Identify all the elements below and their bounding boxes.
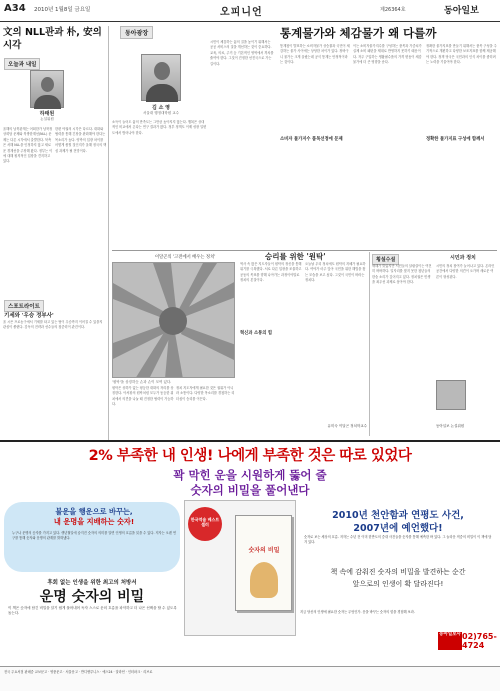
publisher-logo: 동아일보사 (438, 632, 462, 650)
lower-article-body-4: 오늘날 우리 정치에도 원탁의 지혜가 필요하다. 여야가 마주 앉아 국민을 위한 해법을 찾는 모습을 보고 싶다. 그것이 국민이 바라는 정치다. (305, 262, 366, 283)
citizens-author-photo (436, 380, 466, 410)
shoulders-shape (34, 95, 61, 109)
ad-right-small-text: 지금 당신의 인생에 필요한 숫자는 무엇인가. 운을 바꾸는 숫자의 힘을 경험해 보라. (300, 610, 415, 614)
ad-book-title-large: 운명 숫자의 비밀 (39, 589, 145, 605)
ad-right-tagline-1: 책 속에 감춰진 숫자의 비밀을 발견하는 순간 (330, 568, 466, 576)
middle-article-body: 소득이 늘어도 삶의 만족도는 그만큼 높아지지 않는다. 행복은 상대적인 비교에서 온다는 연구 결과가 많다. 정부 정책도 이제 성장 일변도에서 벗어나야 한다. (112, 120, 207, 135)
book-cover-figure (250, 562, 278, 598)
lower-article-byline: 유미숙 이달곤 정치학교수 (327, 424, 367, 428)
hands-photo (112, 262, 235, 378)
hands-illustration (113, 263, 235, 378)
middle-author-photo (141, 54, 181, 101)
head-shape (41, 77, 54, 92)
middle-author-title: 서울대 행정대학원 교수 (142, 111, 180, 115)
ad-footer-text: 전국 주요서점 판매중 교보문고 · 영풍문고 · 서울문고 · 반디앤루니스 · 예스24 · 알라딘 · 인터파크 · 리브로 (4, 670, 153, 674)
sports-body: 올 시즌 프로농구에서 기세를 타고 있는 팀이 우승까지 이어질 수 있을지 관심이 쏠린다. 감독의 전략과 선수들의 집중력이 관건이다. (3, 320, 103, 330)
ad-left-small-text: 이 책은 숫자에 담긴 비밀을 알기 쉽게 풀어내어 독자 스스로 운의 흐름을 파악하고 더 나은 선택을 할 수 있도록 돕는다. (8, 606, 177, 615)
column-label-today-tomorrow: 오늘과 내일 (4, 58, 40, 70)
newspaper-name: 동아일보 (444, 6, 479, 16)
citizens-byline: 동아일보 논설위원 (436, 424, 465, 428)
right-article-headline: 통계물가와 체감물가 왜 다를까 (280, 26, 437, 40)
ad-left-heading-2: 내 운명을 지배하는 숫자! (53, 517, 135, 526)
left-author-photo (30, 70, 64, 108)
right-article-subhead: 소비자 물가지수 품목선정에 문제 (280, 136, 350, 142)
page-number: A34 (4, 3, 26, 14)
left-article-body: 올해의 남북관계는 어떠한가 남북정상회담 문제와 북방한계선(NLL) 문제는 다른 시각에서 출발한다. 북측은 서해 NLL을 인정하지 않고 새로운 경계선을 주장해 왔다. 정부는 이에 대해 원칙적인 입장을 견지하고 있다. (3, 127, 53, 164)
head-shape (154, 62, 170, 80)
ad-slogan-line-1: 꽉 막힌 운을 시원하게 뚫어 줄 (173, 468, 327, 482)
issue-number: 제26364호 (380, 7, 406, 13)
lower-article-headline: 승리를 위한 '원탁' (265, 252, 326, 261)
middle-author-name: 김 소 영 (152, 105, 170, 111)
book-cover-title: 숫자의 비밀 (248, 547, 280, 554)
bestseller-seal-text: 한국역술 베스트셀러 (190, 517, 220, 527)
lower-article-body-2: 정치 지도자에게 필요한 것은 권위가 아니라 소통이다. 다양한 목소리를 경청하는 리더십이 승리를 이끈다. (176, 386, 235, 401)
ad-right-heading-1: 2010년 천안함과 연평도 사건, (332, 510, 464, 521)
left-author-name: 하태원 (39, 111, 55, 117)
photo-caption: '원탁'을 상징하듯 손과 손이 모여 있다. (112, 380, 172, 384)
column-label-essay: 횡설수설 (372, 254, 399, 265)
left-author-title: 논설위원 (40, 117, 54, 121)
left-column-headline: 文의 NLL관과 朴, 安의 시각 (3, 27, 102, 51)
right-article-body-end: 정확한 물가지표를 만들기 위해서는 품목 구성을 주기적으로 개편하고 다양한 보조지표를 함께 제공해야 한다. 정책 당국은 국민과의 인식 차이를 좁히려는 노력을 기울여야 한다. (426, 44, 497, 65)
lower-article-subhead: 혁신과 소통의 힘 (240, 330, 302, 336)
ad-right-body: 숫자로 보는 세상의 흐름. 저자는 수년 전 이미 한반도의 중대 사건들을 숫자를 통해 예측한 바 있다. 그 놀라운 적중의 비밀이 이 책에 담겨 있다. (304, 535, 492, 544)
publisher-phone: 02)765-4724 (462, 632, 497, 650)
publication-date: 2010년 1월8일 금요일 (34, 7, 91, 13)
ad-headline: 2% 부족한 내 인생! 나에게 부족한 것은 따로 있었다 (88, 448, 412, 464)
right-article-subhead-2: 정확한 물가지표 구성에 함께서 (426, 136, 497, 142)
column-divider (369, 252, 370, 436)
right-article-body-cont: 이는 소비자물가지수를 구성하는 품목과 가중치가 실제 소비 패턴을 제대로 반영하지 못하기 때문이다. 자주 구입하는 생활필수품의 가격 변동이 체감물가에 더 큰 영향을 준다. (353, 44, 422, 65)
ad-left-subtitle: 후회 없는 인생을 위한 최고의 처방서 (47, 580, 137, 586)
column-label-citizens: 시민과 정치 (450, 255, 476, 261)
ad-left-heading-1: 불운을 행운으로 바꾸는, (55, 507, 133, 516)
left-article-body-cont: 한편 야권의 시각은 다르다. 대화와 협력을 통해 긴장을 완화해야 한다는 목소리가 높다. 양측의 입장 차이를 어떻게 좁힐 것인지가 올해 정국의 핵심 과제가 될 전망이다. (55, 127, 107, 153)
lower-article-series-label: 이달곤의 '고전에서 배우는 정치' (155, 255, 216, 260)
lower-article-body-3: 역사 속 많은 지도자들이 원탁의 정신을 통해 위기를 극복했다. 서로 다른 입장을 조율하고 공동의 목표를 향해 나아가는 과정이야말로 정치의 본질이다. (240, 262, 302, 283)
citizens-body: 시민의 정치 참여가 늘어나고 있다. 온라인 공간에서 다양한 의견이 오가며 새로운 여론이 형성된다. (436, 264, 495, 279)
shoulders-shape (146, 84, 178, 102)
middle-article-body-cont: 시민이 체감하는 삶의 질을 높이기 위해서는 공공 서비스의 질을 개선하는 것이 중요하다. 교육, 의료, 주거 등 기본적인 영역에서 격차를 줄여야 한다. 그것이 진정한 선진국으로 가는 길이다. (210, 40, 274, 66)
sports-spotlight-label: 스포트라이트 (4, 300, 44, 312)
ad-right-tagline-2: 앞으로의 인생이 확 달라진다! (352, 580, 444, 588)
ad-left-body: 누구나 운명의 숫자를 가지고 있다. 생년월일에 숨겨진 숫자의 의미를 알면 인생의 흐름을 읽을 수 있다. 저자는 오랜 연구를 통해 숫자와 운명의 관계를 밝혀냈다. (12, 531, 176, 540)
ad-slogan-line-2: 숫자의 비밀을 풀어낸다 (190, 483, 310, 497)
essay-body: 새해가 밝았지만 서민들의 살림살이는 여전히 팍팍하다. 일자리를 찾지 못한 청년들의 한숨 소리가 깊어지고 있다. 정치권은 민생을 최우선 과제로 삼아야 한다. (372, 264, 432, 285)
column-label-donga-plaza: 동아광장 (120, 26, 153, 39)
ad-right-heading-2: 2007년에 예언했다! (353, 523, 443, 534)
right-article-body: 통계청이 발표하는 소비자물가 상승률과 국민이 체감하는 물가 사이에는 상당한 차이가 있다. 장바구니 물가는 크게 올랐는데 공식 통계는 안정적이라는 것이다. (280, 44, 350, 65)
lower-article-body: 원탁은 상하가 없는 평등한 대화의 자리를 상징한다. 아서왕의 원탁처럼 모두가 동등한 위치에서 의견을 나눌 때 진정한 협력이 가능하다. (112, 386, 174, 407)
sports-headline: 기세와 '우승 정부사' (4, 313, 54, 319)
section-title: 오피니언 (220, 7, 263, 18)
